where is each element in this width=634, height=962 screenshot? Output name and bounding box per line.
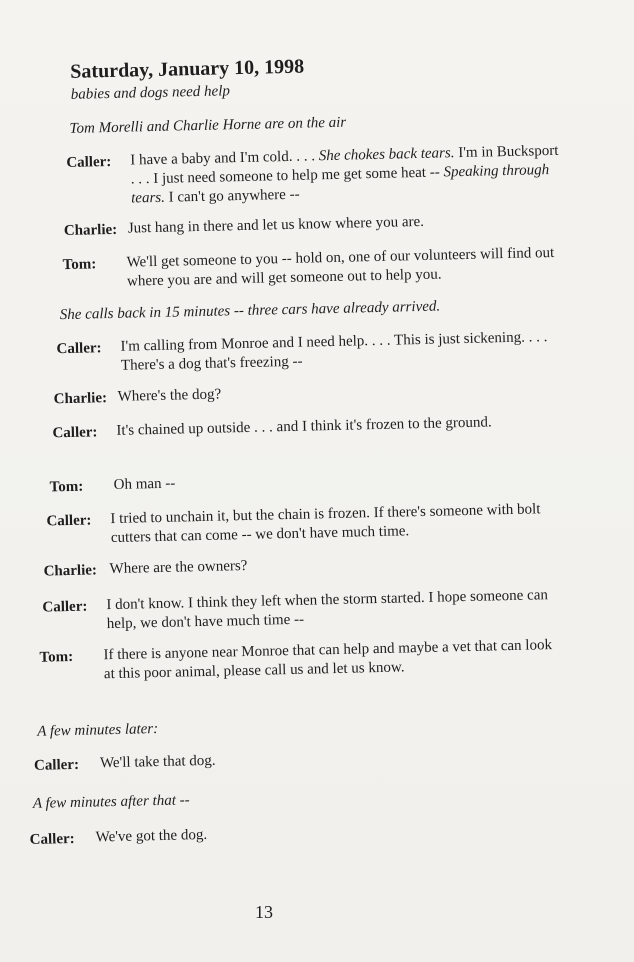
speaker-label: Caller:: [42, 598, 88, 616]
hosts-note: Tom Morelli and Charlie Horne are on the air: [69, 114, 347, 137]
speaker-label: Charlie:: [53, 390, 108, 408]
narration: She calls back in 15 minutes -- three cars have already arrived.: [59, 298, 441, 324]
page-subtitle: babies and dogs need help: [70, 83, 231, 103]
page-title: Saturday, January 10, 1998: [70, 55, 305, 83]
dialogue-text: It's chained up outside . . . and I think it's frozen to the ground.: [116, 414, 492, 439]
stage-direction: She chokes back tears.: [318, 145, 455, 165]
dialogue-text-part: I have a baby and I'm cold. . . .: [130, 148, 319, 169]
dialogue-text: I tried to unchain it, but the chain is frozen. If there's someone with bolt cutters that can come -- we don't have much time.: [110, 501, 541, 547]
speaker-label: Caller:: [52, 424, 98, 442]
dialogue-text: We've got the dog.: [95, 826, 208, 846]
speaker-label: Caller:: [66, 153, 112, 171]
speaker-label: Charlie:: [63, 221, 118, 240]
speaker-label: Charlie:: [43, 562, 98, 580]
dialogue-text: Where are the owners?: [109, 557, 248, 578]
dialogue-text: Where's the dog?: [117, 386, 222, 405]
speaker-label: Caller:: [56, 340, 102, 358]
narration: A few minutes later:: [37, 721, 159, 740]
speaker-label: Caller:: [46, 512, 92, 530]
speaker-label: Tom:: [39, 648, 74, 666]
page-number: 13: [255, 902, 273, 922]
speaker-label: Tom:: [62, 256, 97, 274]
dialogue-text: We'll get someone to you -- hold on, one of our volunteers will find out where you are and will get someone out to help you.: [126, 244, 555, 290]
dialogue-text: [130, 142, 561, 209]
dialogue-text: We'll take that dog.: [99, 752, 216, 772]
dialogue-text: I don't know. I think they left when the storm started. I hope someone can help, we don't have much time --: [106, 587, 549, 633]
page-content: [20, 48, 560, 848]
speaker-label: Tom:: [49, 478, 84, 496]
dialogue-text-part: I'm in Bucksport . . . I just need someone to help me get some heat --: [130, 142, 559, 188]
dialogue-text: Oh man --: [113, 475, 176, 493]
speaker-label: Caller:: [29, 830, 75, 848]
stage-direction: Speaking through tears.: [130, 162, 550, 207]
dialogue-text: If there is anyone near Monroe that can help and maybe a vet that can look at this poor animal, please call us and let us know.: [103, 637, 553, 683]
dialogue-text-part: I can't go anywhere --: [164, 186, 300, 206]
dialogue-text: Just hang in there and let us know where you are.: [127, 213, 425, 237]
dialogue-text: I'm calling from Monroe and I need help. . . . This is just sickening. . . . There's a dog that's freezing --: [120, 329, 548, 374]
narration: A few minutes after that --: [32, 792, 190, 812]
speaker-label: Caller:: [33, 756, 80, 774]
